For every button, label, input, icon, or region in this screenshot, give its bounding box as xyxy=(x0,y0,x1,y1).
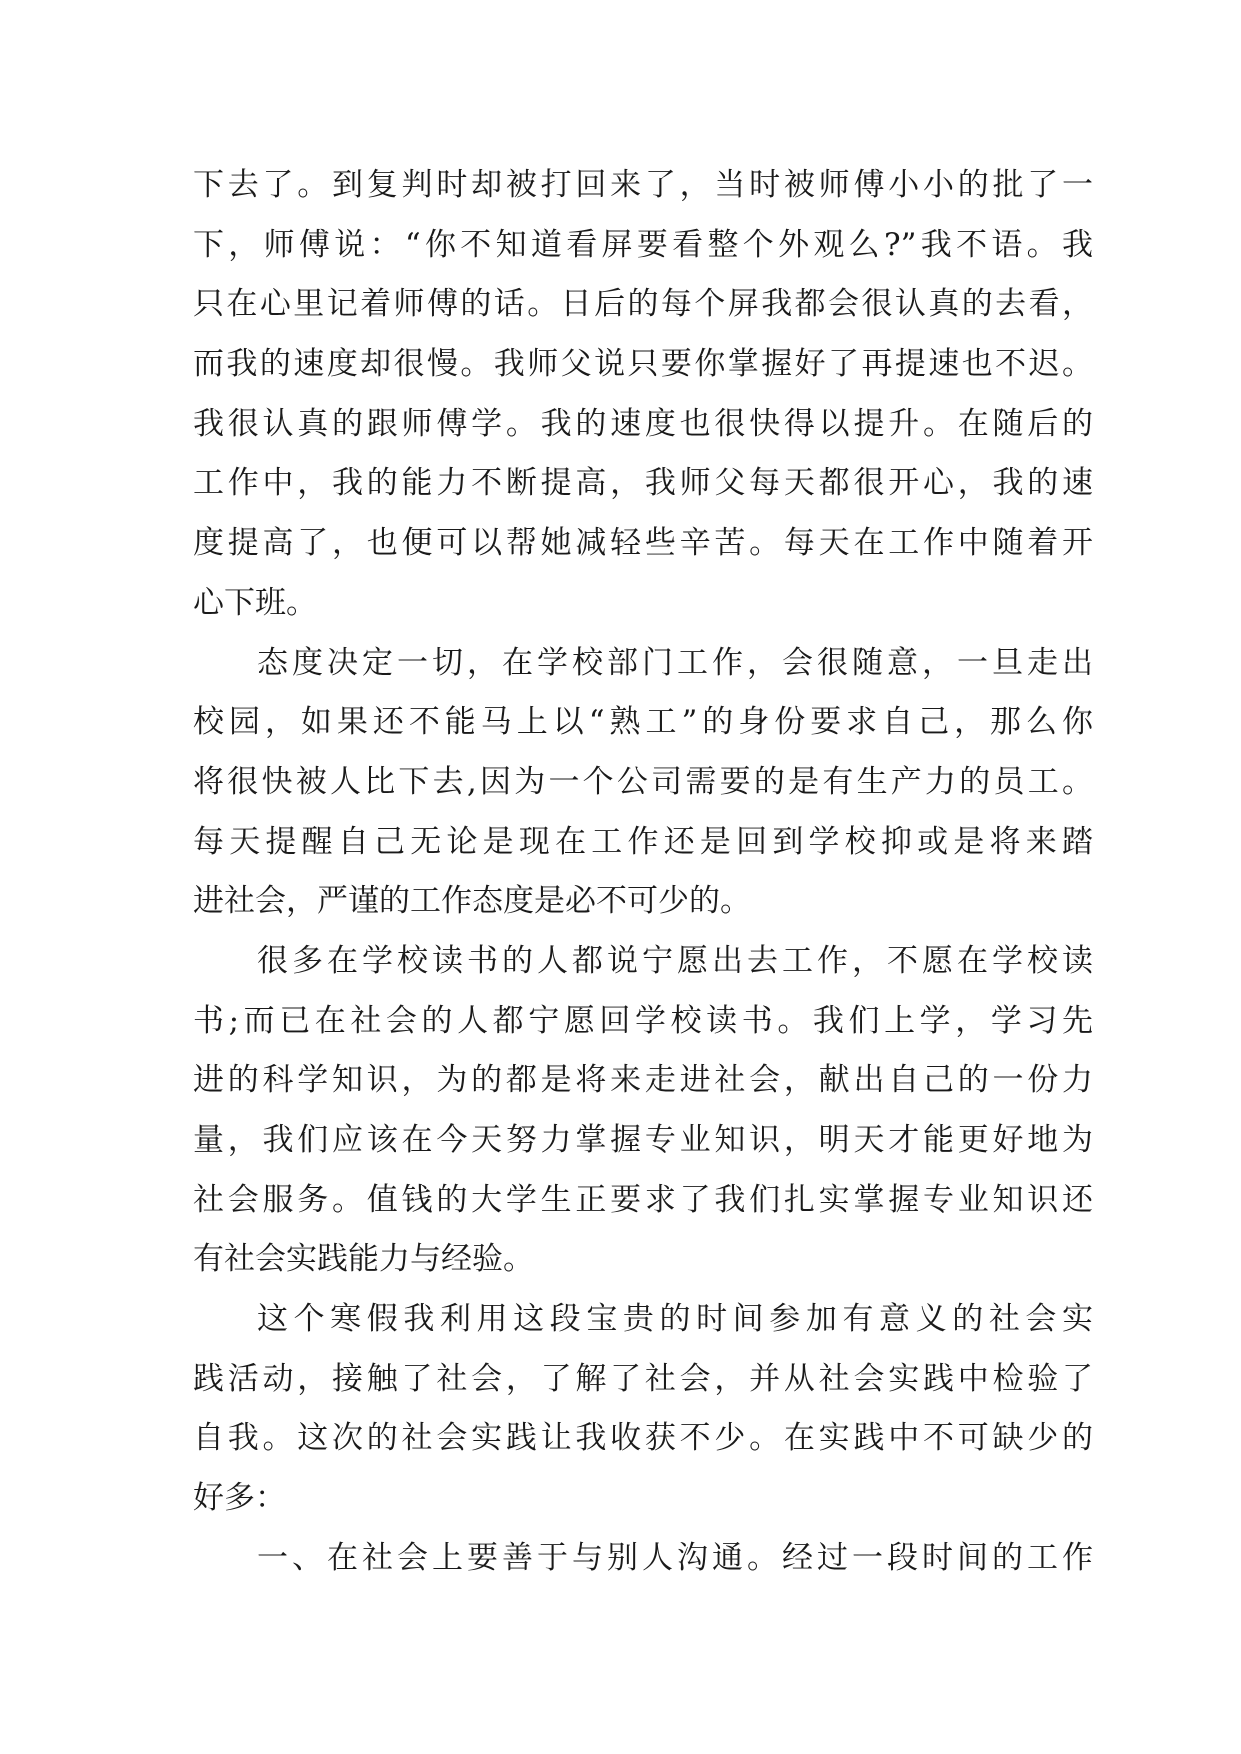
text-line: 下，师傅说：“你不知道看屏要看整个外观么?”我不语。我 xyxy=(193,226,1093,263)
text-line: 社会服务。值钱的大学生正要求了我们扎实掌握专业知识还 xyxy=(193,1181,1093,1218)
text-line: 只在心里记着师傅的话。日后的每个屏我都会很认真的去看， xyxy=(193,286,1093,323)
text-line: 校园，如果还不能马上以“熟工”的身份要求自己，那么你 xyxy=(193,704,1093,741)
paragraph-first-line: 一、在社会上要善于与别人沟通。经过一段时间的工作 xyxy=(257,1539,1093,1576)
text-line: 将很快被人比下去,因为一个公司需要的是有生产力的员工。 xyxy=(193,763,1093,800)
paragraph-first-line: 态度决定一切，在学校部门工作，会很随意，一旦走出 xyxy=(257,644,1093,681)
text-line: 自我。这次的社会实践让我收获不少。在实践中不可缺少的 xyxy=(193,1420,1093,1457)
text-line: 好多： xyxy=(193,1480,286,1517)
document-body xyxy=(193,156,1093,1589)
text-line: 践活动，接触了社会，了解了社会，并从社会实践中检验了 xyxy=(193,1360,1093,1397)
paragraph-first-line: 这个寒假我利用这段宝贵的时间参加有意义的社会实 xyxy=(257,1301,1093,1338)
text-line: 我很认真的跟师傅学。我的速度也很快得以提升。在随后的 xyxy=(193,405,1093,442)
text-line: 进的科学知识，为的都是将来走进社会，献出自己的一份力 xyxy=(193,1062,1093,1099)
paragraph-first-line: 很多在学校读书的人都说宁愿出去工作，不愿在学校读 xyxy=(257,942,1093,979)
text-line: 有社会实践能力与经验。 xyxy=(193,1241,534,1278)
text-line: 心下班。 xyxy=(193,584,317,621)
text-line: 下去了。到复判时却被打回来了，当时被师傅小小的批了一 xyxy=(193,167,1093,203)
text-line: 每天提醒自己无论是现在工作还是回到学校抑或是将来踏 xyxy=(193,823,1093,860)
text-line: 书;而已在社会的人都宁愿回学校读书。我们上学，学习先 xyxy=(193,1002,1093,1039)
text-line: 工作中，我的能力不断提高，我师父每天都很开心，我的速 xyxy=(193,465,1093,502)
text-line: 度提高了，也便可以帮她减轻些辛苦。每天在工作中随着开 xyxy=(193,525,1093,562)
text-line: 进社会，严谨的工作态度是必不可少的。 xyxy=(193,883,751,920)
text-line: 量，我们应该在今天努力掌握专业知识，明天才能更好地为 xyxy=(193,1122,1093,1158)
text-line: 而我的速度却很慢。我师父说只要你掌握好了再提速也不迟。 xyxy=(193,346,1093,383)
